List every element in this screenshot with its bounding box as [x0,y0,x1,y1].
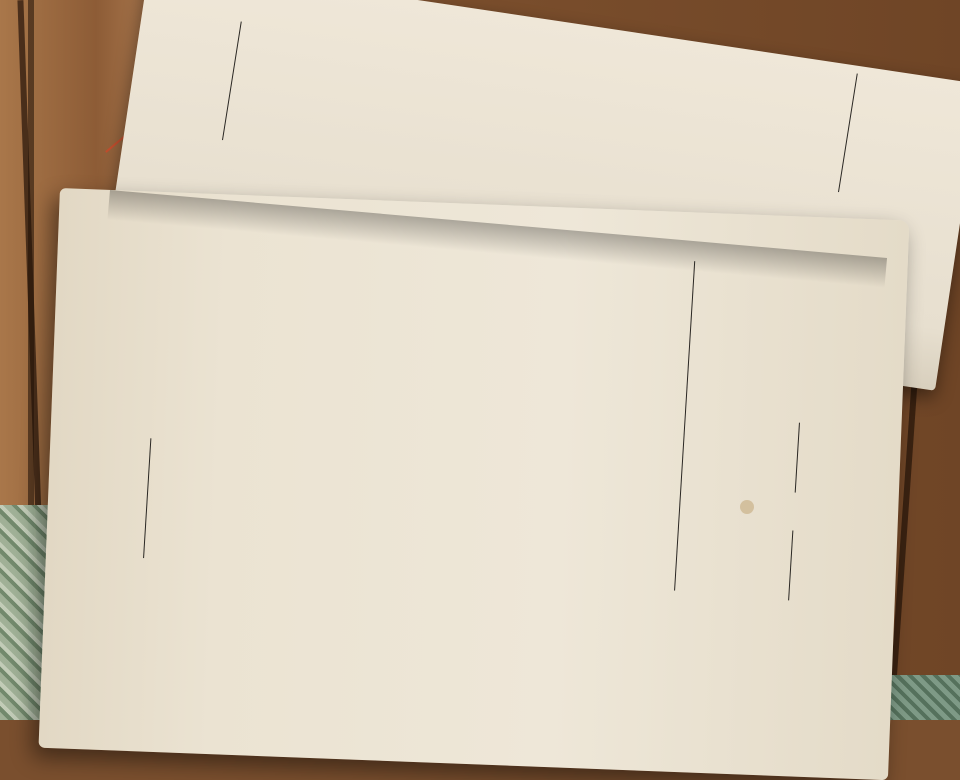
page-stain [740,500,754,514]
